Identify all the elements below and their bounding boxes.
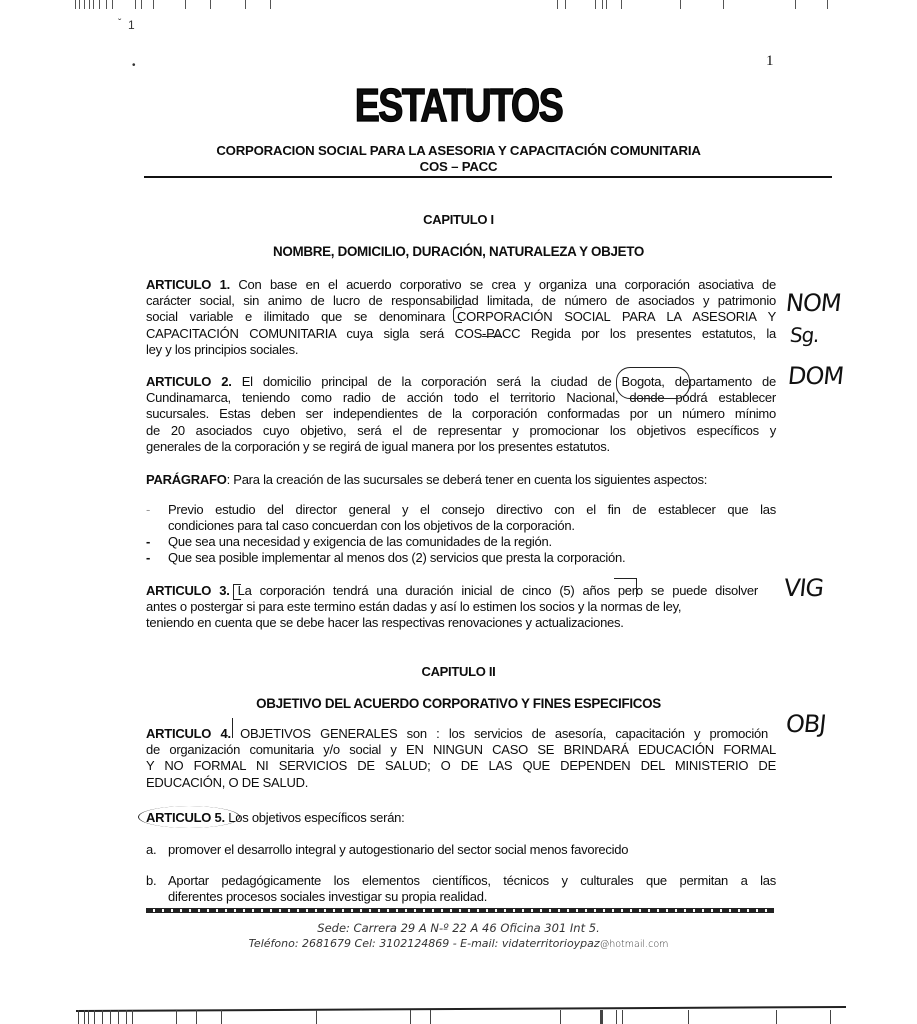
article-line: EDUCACIÓN, O DE SALUD. <box>146 774 309 790</box>
organization-header <box>0 143 917 175</box>
article-5 <box>146 810 776 826</box>
pen-bracket-mark <box>233 584 241 600</box>
paragrafo-label: PARÁGRAFO <box>146 472 227 487</box>
margin-note: OBJ <box>784 710 827 738</box>
page-number: 1 <box>766 53 774 69</box>
article-label: ARTICULO 3. <box>146 583 230 598</box>
article-label: ARTICULO 1. <box>146 277 230 292</box>
scan-speck-dot: • <box>132 60 136 71</box>
paragrafo <box>146 472 776 488</box>
article-5-intro: Los objetivos específicos serán: <box>228 810 405 825</box>
article-line: generales de la corporación y se regirá de igual manera por los presentes estatutos. <box>146 438 610 454</box>
article-label: ARTICULO 2. <box>146 374 232 389</box>
pen-bracket-mark <box>453 307 462 323</box>
margin-note: DOM <box>786 362 845 390</box>
article-line: ARTICULO 2. El domicilio principal de la corporación será la ciudad de Bogota, departamento de <box>146 374 776 389</box>
article-line: antes o postergar si para este termino están dadas y así lo estimen los socios y la normas de ley, <box>146 599 682 615</box>
margin-note: VIG <box>782 574 825 602</box>
scan-speck-mark: ˇ <box>118 18 122 29</box>
article-label: ARTICULO 5. <box>146 810 225 825</box>
organization-acronym: COS – PACC <box>419 159 498 174</box>
scan-edge-marks <box>75 0 855 10</box>
article-line: ARTICULO 1. Con base en el acuerdo corporativo se crea y organiza una corporación asociativa de <box>146 277 776 292</box>
paragrafo-text: : Para la creación de las sucursales se deberá tener en cuenta los siguientes aspectos: <box>226 472 708 487</box>
pen-underline-mark <box>482 336 502 337</box>
footer-address: Sede: Carrera 29 A N-º 22 A 46 Oficina 301 Int 5. <box>317 921 600 935</box>
article-line: CAPACITACIÓN COMUNITARIA cuya sigla será COS-PACC Regida por los presentes estatutos, la <box>146 325 776 341</box>
article-line: ARTICULO 4. OBJETIVOS GENERALES son : los servicios de asesoría, capacitación y promoción <box>146 726 768 741</box>
article-4 <box>146 726 776 791</box>
article-line: ley y los principios sociales. <box>146 341 299 357</box>
organization-name: CORPORACION SOCIAL PARA LA ASESORIA Y CAPACITACIÓN COMUNITARIA <box>216 143 701 158</box>
pen-parenthesis-mark <box>138 806 240 828</box>
article-line: ARTICULO 3. La corporación tendrá una duración inicial de cinco (5) años pero se puede disolver <box>146 583 758 598</box>
footer-contact: Teléfono: 2681679 Cel: 3102124869 - E-mail: vidaterritorioypaz@hotmail.com <box>248 937 669 950</box>
chapter-2-heading: CAPITULO II <box>421 664 496 679</box>
margin-note: NOM <box>784 289 843 317</box>
article-line: Y NO FORMAL NI SERVICIOS DE SALUD; O DE LAS QUE DEPENDEN DEL MINISTERIO DE <box>146 758 776 774</box>
chapter-1-heading: CAPITULO I <box>423 212 494 227</box>
margin-note: Sg. <box>788 323 821 347</box>
pen-bracket-mark <box>614 578 637 597</box>
footer-divider <box>146 908 774 913</box>
article-line: carácter social, sin animo de lucro de responsabilidad limitada, de número de asociados y patrimonio <box>146 293 776 309</box>
pen-circle-mark <box>616 367 690 399</box>
chapter-2-subheading: OBJETIVO DEL ACUERDO CORPORATIVO Y FINES ESPECIFICOS <box>256 696 661 711</box>
article-line: teniendo en cuenta que se debe hacer las respectivas renovaciones y actualizaciones. <box>146 615 624 631</box>
article-line: de organización comunitaria y/o social y EN NINGUN CASO SE BRINDARÁ EDUCACIÓN FORMAL <box>146 742 776 758</box>
scan-speck: 1 <box>128 18 135 32</box>
document-title: ESTATUTOS <box>354 79 563 131</box>
article-line: sucursales. Estas deben ser independientes de la corporación conformadas por un número mínimo <box>146 406 776 422</box>
article-label: ARTICULO 4. <box>146 726 231 741</box>
chapter-1-subheading: NOMBRE, DOMICILIO, DURACIÓN, NATURALEZA Y OBJETO <box>273 244 644 259</box>
header-divider <box>144 176 832 178</box>
scan-bottom-marks <box>76 1010 846 1024</box>
article-line: de 20 asociados cuyo objetivo, será el de representar y promocionar los objetivos específicos y <box>146 422 776 438</box>
article-line: social variable e ilimitado que se denominara CORPORACIÓN SOCIAL PARA LA ASESORIA Y <box>146 309 776 325</box>
article-line: Cundinamarca, teniendo como radio de acción todo el territorio Nacional, donde podrá establecer <box>146 390 776 406</box>
pen-bracket-mark <box>232 718 233 738</box>
